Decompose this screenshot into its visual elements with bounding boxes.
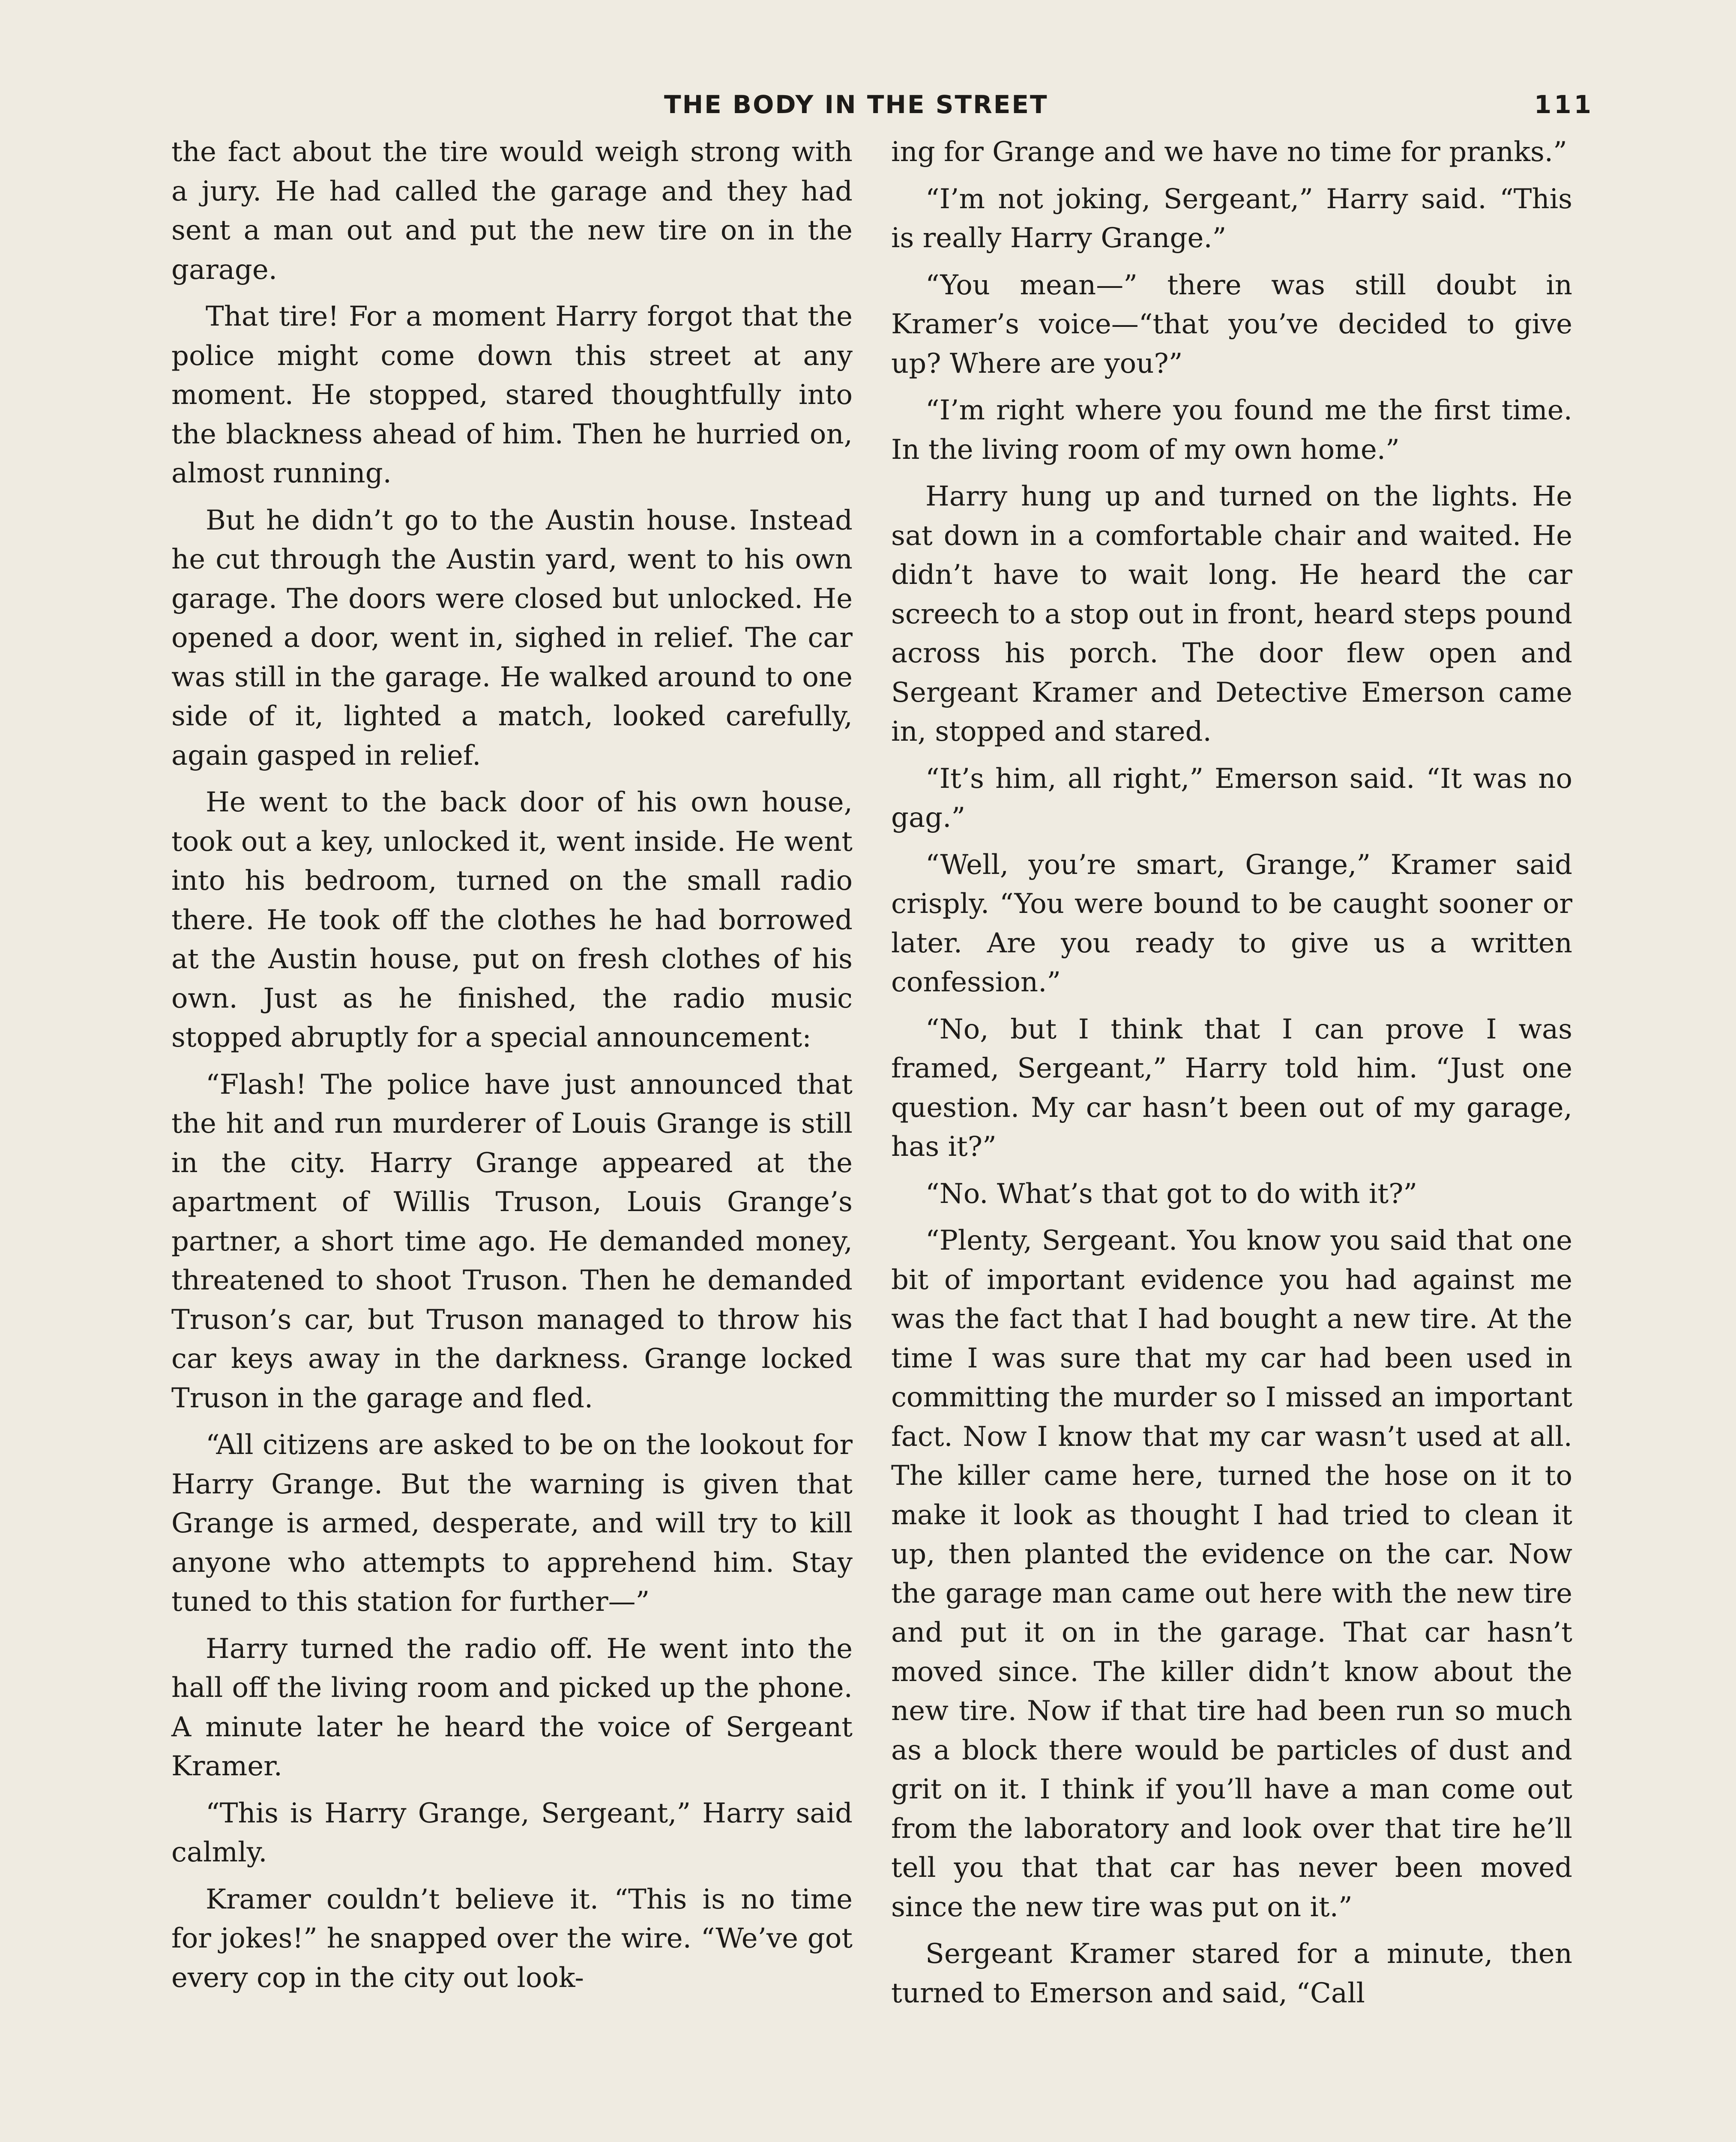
paragraph: Sergeant Kramer stared for a minute, then turned to Emerson and said, “Call <box>891 1938 1572 2009</box>
page-header <box>171 90 1594 124</box>
paragraph: “Well, you’re smart, Grange,” Kramer said crisply. “You were bound to be caught sooner or later. Are you ready to give us a written confession.” <box>891 849 1572 998</box>
left-column <box>171 133 853 2005</box>
paragraph: Harry hung up and turned on the lights. He sat down in a comfortable chair and waited. He didn’t have to wait long. He heard the car screech to a stop out in front, heard steps pound across his porch. The door flew open and Sergeant Kramer and Detective Emerson came in, stopped and stared. <box>891 481 1572 748</box>
paragraph: “I’m not joking, Sergeant,” Harry said. “This is really Harry Grange.” <box>891 183 1572 254</box>
paragraph: “It’s him, all right,” Emerson said. “It was no gag.” <box>891 763 1572 834</box>
paragraph: “Flash! The police have just announced that the hit and run murderer of Louis Grange is still in the city. Harry Grange appeared at the apartment of Willis Truson, Louis Grange’s partner, a short time ago. He demanded money, threatened to shoot Truson. Then he demanded Truson’s car, but Truson managed to throw his car keys away in the darkness. Grange locked Truson in the garage and fled. <box>171 1068 853 1414</box>
paragraph: “This is Harry Grange, Sergeant,” Harry said calmly. <box>171 1797 853 1868</box>
paragraph: But he didn’t go to the Austin house. Instead he cut through the Austin yard, went to his own garage. The doors were closed but unlocked. He opened a door, went in, sighed in relief. The car was still in the garage. He walked around to one side of it, lighted a match, looked carefully, again gasped in relief. <box>171 504 853 772</box>
paragraph: “I’m right where you found me the first time. In the living room of my own home.” <box>891 395 1572 466</box>
running-title: THE BODY IN THE STREET <box>664 90 1048 119</box>
paragraph: “Plenty, Sergeant. You know you said that one bit of important evidence you had against me was the fact that I had bought a new tire. At the time I was sure that my car had been used in committing the murder so I missed an important fact. Now I know that my car wasn’t used at all. The killer came here, turned the hose on it to make it look as thought I had tried to clean it up, then planted the evidence on the car. Now the garage man came out here with the new tire and put it on in the garage. That car hasn’t moved since. The killer didn’t know about the new tire. Now if that tire had been run so much as a block there would be particles of dust and grit on it. I think if you’ll have a man come out from the laboratory and look over that tire he’ll tell you that that car has never been moved since the new tire was put on it.” <box>891 1225 1572 1923</box>
right-column <box>891 133 1572 2021</box>
paragraph: “You mean—” there was still doubt in Kramer’s voice—“that you’ve decided to give up? Where are you?” <box>891 269 1572 380</box>
paragraph: That tire! For a moment Harry forgot that the police might come down this street at any moment. He stopped, stared thoughtfully into the blackness ahead of him. Then he hurried on, almost running. <box>171 301 853 489</box>
paragraph: the fact about the tire would weigh strong with a jury. He had called the garage and they had sent a man out and put the new tire on in the garage. <box>171 136 853 286</box>
page-number: 111 <box>1534 90 1594 119</box>
paragraph: “No, but I think that I can prove I was framed, Sergeant,” Harry told him. “Just one question. My car hasn’t been out of my garage, has it?” <box>891 1013 1572 1163</box>
paragraph: ing for Grange and we have no time for pranks.” <box>891 136 1567 168</box>
paragraph: “All citizens are asked to be on the lookout for Harry Grange. But the warning is given that Grange is armed, desperate, and will try to kill anyone who attempts to apprehend him. Stay tuned to this station for further—” <box>171 1429 853 1618</box>
paragraph: Harry turned the radio off. He went into the hall off the living room and picked up the phone. A minute later he heard the voice of Sergeant Kramer. <box>171 1633 853 1782</box>
paragraph: “No. What’s that got to do with it?” <box>925 1178 1418 1210</box>
paragraph: Kramer couldn’t believe it. “This is no time for jokes!” he snapped over the wire. “We’ve got every cop in the city out look- <box>171 1883 853 1994</box>
paragraph: He went to the back door of his own house, took out a key, unlocked it, went inside. He went into his bedroom, turned on the small radio there. He took off the clothes he had borrowed at the Austin house, put on fresh clothes of his own. Just as he finished, the radio music stopped abruptly for a special announcement: <box>171 787 853 1053</box>
